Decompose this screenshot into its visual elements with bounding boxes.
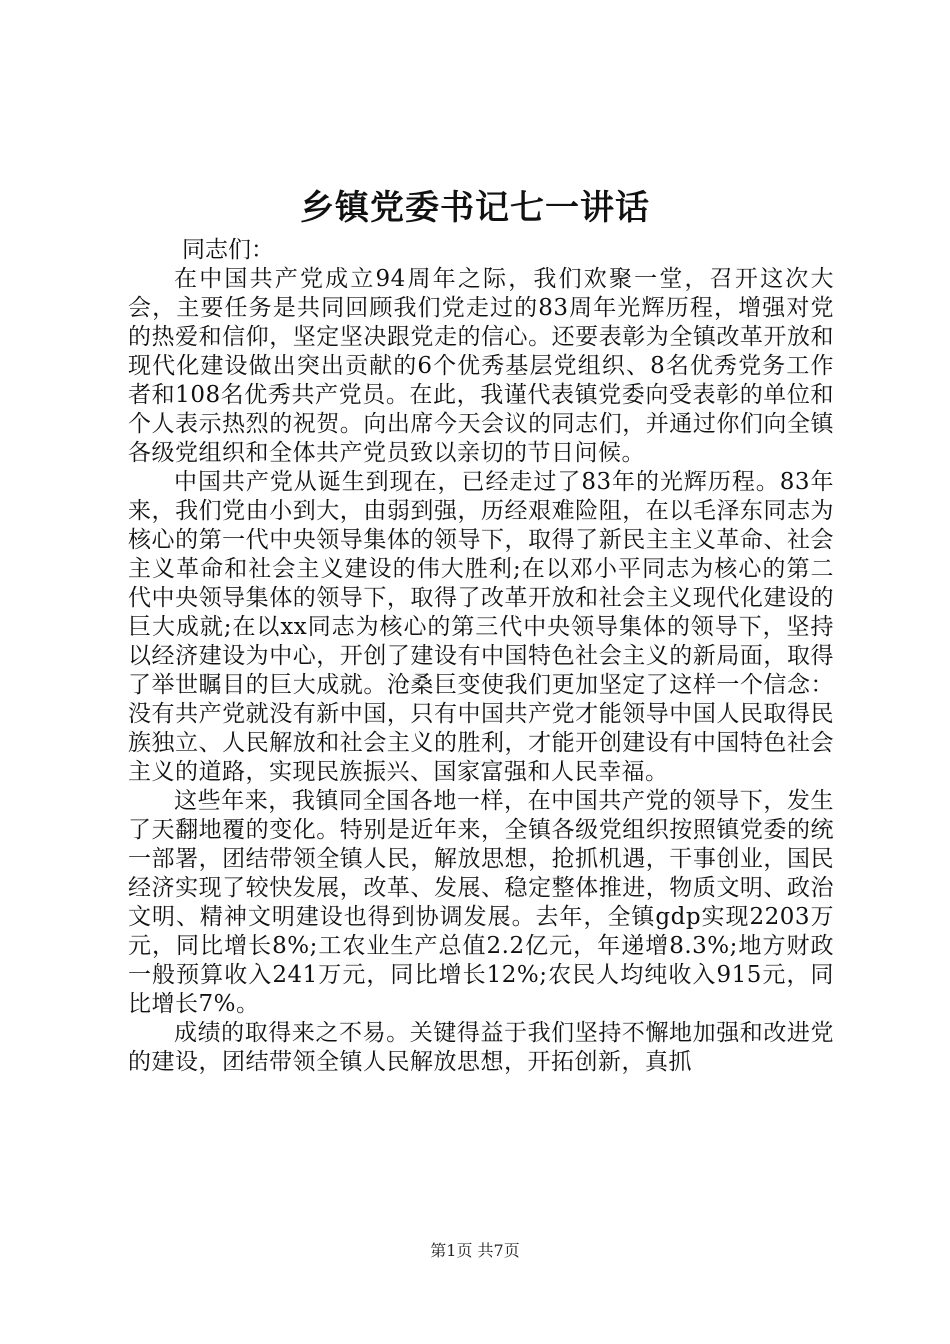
paragraph-3: 这些年来，我镇同全国各地一样，在中国共产党的领导下，发生了天翻地覆的变化。特别是近年来，全镇各级党组织按照镇党委的统一部署，团结带领全镇人民，解放思想，抢抓机遇，干事创业，国民经济实现了较快发展，改革、发展、稳定整体推进，物质文明、政治文明、精神文明建设也得到协调发展。去年，全镇gdp实现2203万元，同比增长8%;工农业生产总值2.2亿元，年递增8.3%;地方财政一般预算收入241万元，同比增长12%;农民人均纯收入915元，同比增长7%。 [128,788,834,1017]
document-body [128,236,834,1077]
salutation: 同志们： [182,237,274,263]
paragraph-4: 成绩的取得来之不易。关键得益于我们坚持不懈地加强和改进党的建设，团结带领全镇人民解放思想，开拓创新，真抓 [128,1020,834,1075]
page-footer: 第1页 共7页 [430,1241,520,1260]
paragraph-1: 在中国共产党成立94周年之际，我们欢聚一堂，召开这次大会，主要任务是共同回顾我们党走过的83周年光辉历程，增强对党的热爱和信仰，坚定坚决跟党走的信心。还要表彰为全镇改革开放和现代化建设做出突出贡献的6个优秀基层党组织、8名优秀党务工作者和108名优秀共产党员。在此，我谨代表镇党委向受表彰的单位和个人表示热烈的祝贺。向出席今天会议的同志们，并通过你们向全镇各级党组织和全体共产党员致以亲切的节日问候。 [128,266,834,466]
document-title: 乡镇党委书记七一讲话 [300,188,650,228]
paragraph-2: 中国共产党从诞生到现在，已经走过了83年的光辉历程。83年来，我们党由小到大，由弱到强，历经艰难险阻，在以毛泽东同志为核心的第一代中央领导集体的领导下，取得了新民主主义革命、社会主义革命和社会主义建设的伟大胜利;在以邓小平同志为核心的第二代中央领导集体的领导下，取得了改革开放和社会主义现代化建设的巨大成就;在以xx同志为核心的第三代中央领导集体的领导下，坚持以经济建设为中心，开创了建设有中国特色社会主义的新局面，取得了举世瞩目的巨大成就。沧桑巨变使我们更加坚定了这样一个信念：没有共产党就没有新中国，只有中国共产党才能领导中国人民取得民族独立、人民解放和社会主义的胜利，才能开创建设有中国特色社会主义的道路，实现民族振兴、国家富强和人民幸福。 [128,469,834,785]
